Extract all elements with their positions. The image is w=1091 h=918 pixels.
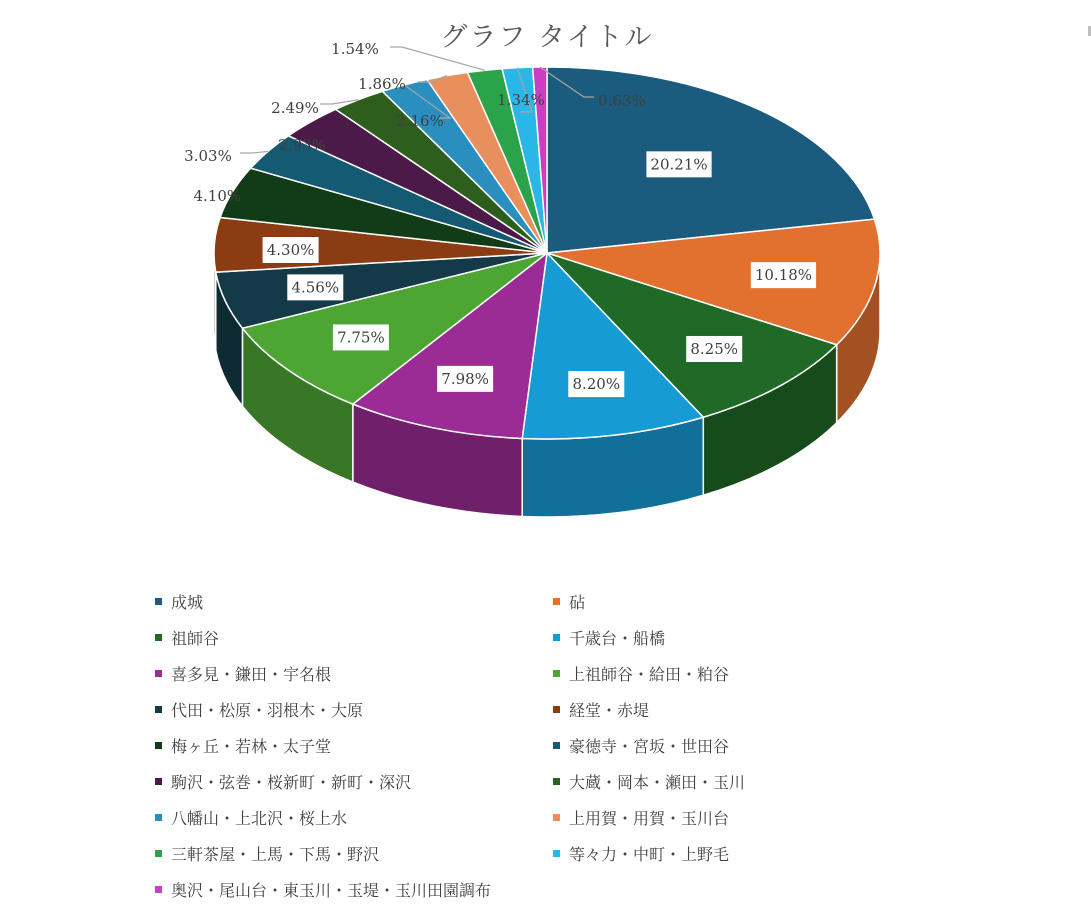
legend-item xyxy=(553,763,913,799)
legend-swatch xyxy=(553,598,560,605)
legend-label: 成城 xyxy=(171,592,204,612)
legend-item xyxy=(553,691,913,727)
legend-label: 祖師谷 xyxy=(171,628,220,648)
legend-swatch xyxy=(553,742,560,749)
data-label-10: 2.93% xyxy=(278,136,326,154)
legend-label: 代田・松原・羽根木・大原 xyxy=(171,700,364,720)
data-label-12: 2.16% xyxy=(396,112,444,130)
legend-label: 上用賀・用賀・玉川台 xyxy=(569,808,730,828)
data-label-3: 8.20% xyxy=(572,375,621,394)
data-label-15: 1.34% xyxy=(497,91,545,109)
legend-swatch xyxy=(155,706,162,713)
data-label-7: 4.30% xyxy=(266,241,315,259)
legend-label: 喜多見・鎌田・宇名根 xyxy=(171,664,332,684)
legend-item xyxy=(553,835,913,871)
legend-swatch xyxy=(553,814,560,821)
data-label-13: 1.86% xyxy=(358,75,406,93)
data-label-1: 10.18% xyxy=(754,266,813,285)
legend-swatch xyxy=(155,778,162,785)
legend-label: 千歳台・船橋 xyxy=(569,628,666,648)
legend-label: 大蔵・岡本・瀬田・玉川 xyxy=(569,772,746,792)
data-label-16: 0.63% xyxy=(598,92,646,110)
legend-item xyxy=(553,655,913,691)
legend-label: 奥沢・尾山台・東玉川・玉堤・玉川田園調布 xyxy=(171,880,492,900)
legend-item xyxy=(553,799,913,835)
data-label-8: 4.10% xyxy=(193,187,242,205)
data-label-9: 3.03% xyxy=(184,147,232,165)
legend-label: 梅ヶ丘・若林・太子堂 xyxy=(171,736,332,756)
legend-swatch xyxy=(155,598,162,605)
legend-label: 三軒茶屋・上馬・下馬・野沢 xyxy=(171,844,380,864)
legend-item xyxy=(155,871,553,907)
legend-swatch xyxy=(155,814,162,821)
legend-swatch xyxy=(155,670,162,677)
legend-item xyxy=(155,655,553,691)
legend-label: 砧 xyxy=(569,592,586,612)
legend-item xyxy=(553,583,913,619)
legend-swatch xyxy=(155,742,162,749)
legend-item xyxy=(155,727,553,763)
leader-line-9 xyxy=(240,151,268,153)
legend-label: 駒沢・弦巻・桜新町・新町・深沢 xyxy=(171,772,412,792)
chart-title: グラフ タイトル xyxy=(440,22,654,53)
legend-item xyxy=(155,835,553,871)
legend-swatch xyxy=(155,634,162,641)
legend-item xyxy=(155,691,553,727)
legend-swatch xyxy=(553,634,560,641)
legend-item xyxy=(155,799,553,835)
legend-swatch xyxy=(553,778,560,785)
legend-swatch xyxy=(553,850,560,857)
legend-label: 等々力・中町・上野毛 xyxy=(569,844,730,864)
legend-swatch xyxy=(155,886,162,893)
data-label-4: 7.98% xyxy=(441,369,489,388)
data-label-14: 1.54% xyxy=(331,40,379,58)
legend-swatch xyxy=(553,670,560,677)
data-label-5: 7.75% xyxy=(337,328,385,347)
legend-item xyxy=(155,619,553,655)
legend-item xyxy=(155,583,553,619)
legend-label: 八幡山・上北沢・桜上水 xyxy=(171,808,348,828)
legend-swatch xyxy=(155,850,162,857)
data-label-6: 4.56% xyxy=(291,278,340,297)
data-label-11: 2.49% xyxy=(271,99,319,117)
legend-swatch xyxy=(553,706,560,713)
data-label-2: 8.25% xyxy=(690,339,739,358)
data-label-0: 20.21% xyxy=(650,155,708,174)
legend-item xyxy=(155,763,553,799)
legend-label: 豪徳寺・宮坂・世田谷 xyxy=(569,736,730,756)
legend-item xyxy=(553,727,913,763)
legend xyxy=(155,583,915,907)
legend-label: 経堂・赤堤 xyxy=(569,700,650,720)
legend-item xyxy=(553,619,913,655)
legend-label: 上祖師谷・給田・粕谷 xyxy=(569,664,730,684)
